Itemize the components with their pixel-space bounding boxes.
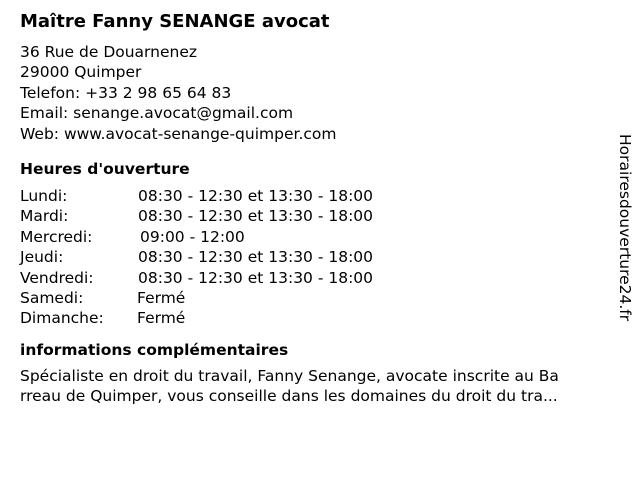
web-line[interactable]: Web: www.avocat-senange-quimper.com — [20, 124, 337, 143]
info-line: Spécialiste en droit du travail, Fanny Senange, avocate inscrite au Ba — [20, 366, 559, 385]
hours-row-saturday — [20, 288, 610, 308]
day-hours: Fermé — [137, 309, 186, 328]
day-hours: Fermé — [137, 289, 186, 308]
info-line: rreau de Quimper, vous conseille dans les domaines du droit du tra... — [20, 387, 558, 406]
info-heading: informations complémentaires — [20, 340, 289, 359]
hours-row-thursday — [20, 247, 610, 267]
address-city: 29000 Quimper — [20, 63, 142, 82]
contact-block — [20, 42, 610, 144]
day-hours: 08:30 - 12:30 et 13:30 - 18:00 — [138, 187, 374, 206]
email-line[interactable]: Email: senange.avocat@gmail.com — [20, 104, 294, 123]
day-hours: 08:30 - 12:30 et 13:30 - 18:00 — [138, 248, 374, 267]
day-label: Dimanche: — [20, 309, 104, 328]
day-label: Samedi: — [20, 289, 84, 308]
site-watermark: Horairesdouverture24.fr — [616, 134, 634, 322]
day-label: Vendredi: — [20, 268, 94, 287]
hours-row-monday — [20, 186, 610, 206]
day-hours: 09:00 - 12:00 — [140, 227, 245, 246]
hours-heading: Heures d'ouverture — [20, 160, 190, 179]
day-hours: 08:30 - 12:30 et 13:30 - 18:00 — [138, 207, 374, 226]
day-label: Mercredi: — [20, 227, 93, 246]
day-label: Jeudi: — [20, 248, 64, 267]
hours-row-wednesday — [20, 227, 610, 247]
hours-row-tuesday — [20, 206, 610, 226]
business-card — [20, 8, 610, 407]
phone-line[interactable]: Telefon: +33 2 98 65 64 83 — [20, 83, 232, 102]
day-hours: 08:30 - 12:30 et 13:30 - 18:00 — [138, 268, 374, 287]
day-label: Mardi: — [20, 207, 69, 226]
hours-table — [20, 186, 610, 329]
hours-row-sunday — [20, 308, 610, 328]
address-street: 36 Rue de Douarnenez — [20, 43, 198, 61]
hours-row-friday — [20, 268, 610, 288]
info-description — [20, 366, 620, 407]
day-label: Lundi: — [20, 187, 68, 206]
business-name: Maître Fanny SENANGE avocat — [20, 11, 330, 32]
